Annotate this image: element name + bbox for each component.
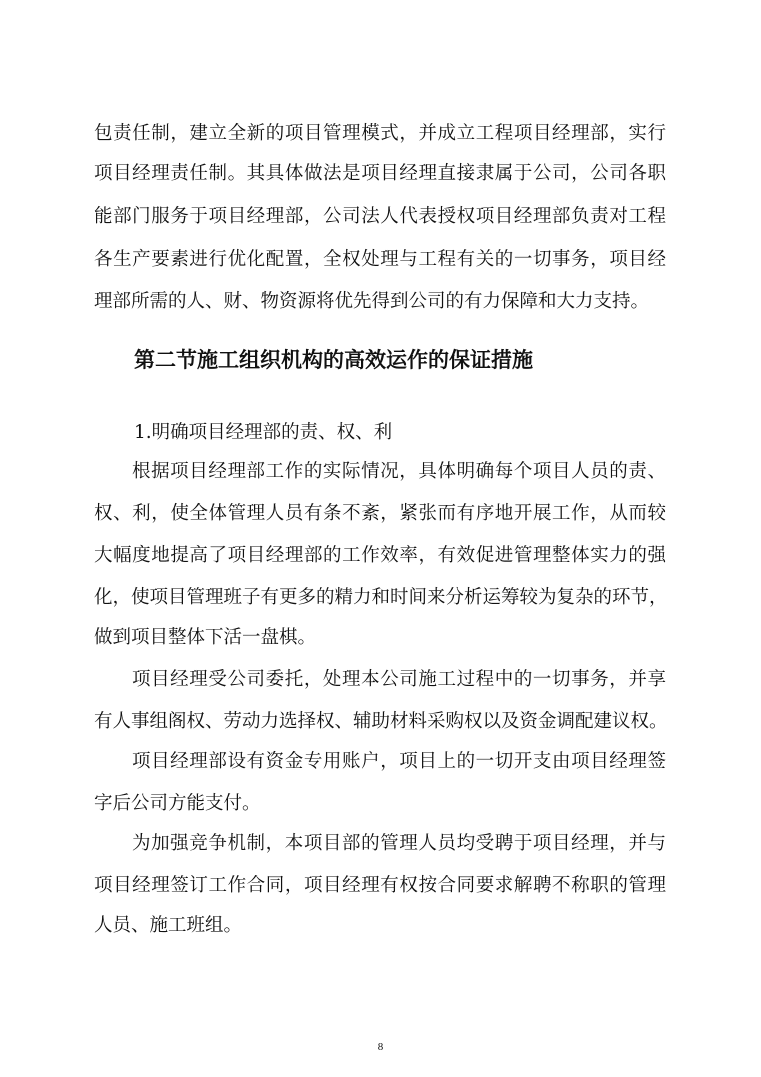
paragraph-line: 根据项目经理部工作的实际情况，具体明确每个项目人员的责、 xyxy=(132,461,666,482)
paragraph-line: 人员、施工班组。 xyxy=(94,915,243,936)
section-heading: 第二节施工组织机构的高效运作的保证措施 xyxy=(134,347,533,372)
paragraph-line: 为加强竞争机制，本项目部的管理人员均受聘于项目经理，并与 xyxy=(132,833,666,854)
paragraph-line: 大幅度地提高了项目经理部的工作效率，有效促进管理整体实力的强 xyxy=(94,545,666,566)
intro-line: 各生产要素进行优化配置，全权处理与工程有关的一切事务，项目经 xyxy=(94,249,666,270)
paragraph-line: 权、利，使全体管理人员有条不紊，紧张而有序地开展工作，从而较 xyxy=(94,503,666,524)
paragraph-line: 项目经理受公司委托，处理本公司施工过程中的一切事务，并享 xyxy=(132,669,666,690)
paragraph-line: 有人事组阁权、劳动力选择权、辅助材料采购权以及资金调配建议权。 xyxy=(94,711,668,732)
intro-line: 理部所需的人、财、物资源将优先得到公司的有力保障和大力支持。 xyxy=(94,291,650,312)
intro-line: 项目经理责任制。其具体做法是项目经理直接隶属于公司，公司各职 xyxy=(94,163,666,184)
intro-line: 包责任制，建立全新的项目管理模式，并成立工程项目经理部，实行 xyxy=(94,123,666,144)
paragraph-line: 项目经理签订工作合同，项目经理有权按合同要求解聘不称职的管理 xyxy=(94,875,666,896)
page-number: 8 xyxy=(377,1041,384,1053)
paragraph-line: 做到项目整体下活一盘棋。 xyxy=(94,627,317,648)
paragraph-line: 项目经理部设有资金专用账户，项目上的一切开支由项目经理签 xyxy=(132,751,666,772)
paragraph-line: 字后公司方能支付。 xyxy=(94,793,261,814)
intro-line: 能部门服务于项目经理部，公司法人代表授权项目经理部负责对工程 xyxy=(94,206,666,227)
subheading: 1.明确项目经理部的责、权、利 xyxy=(134,422,393,443)
paragraph-line: 化，使项目管理班子有更多的精力和时间来分析运筹较为复杂的环节， xyxy=(94,587,668,608)
